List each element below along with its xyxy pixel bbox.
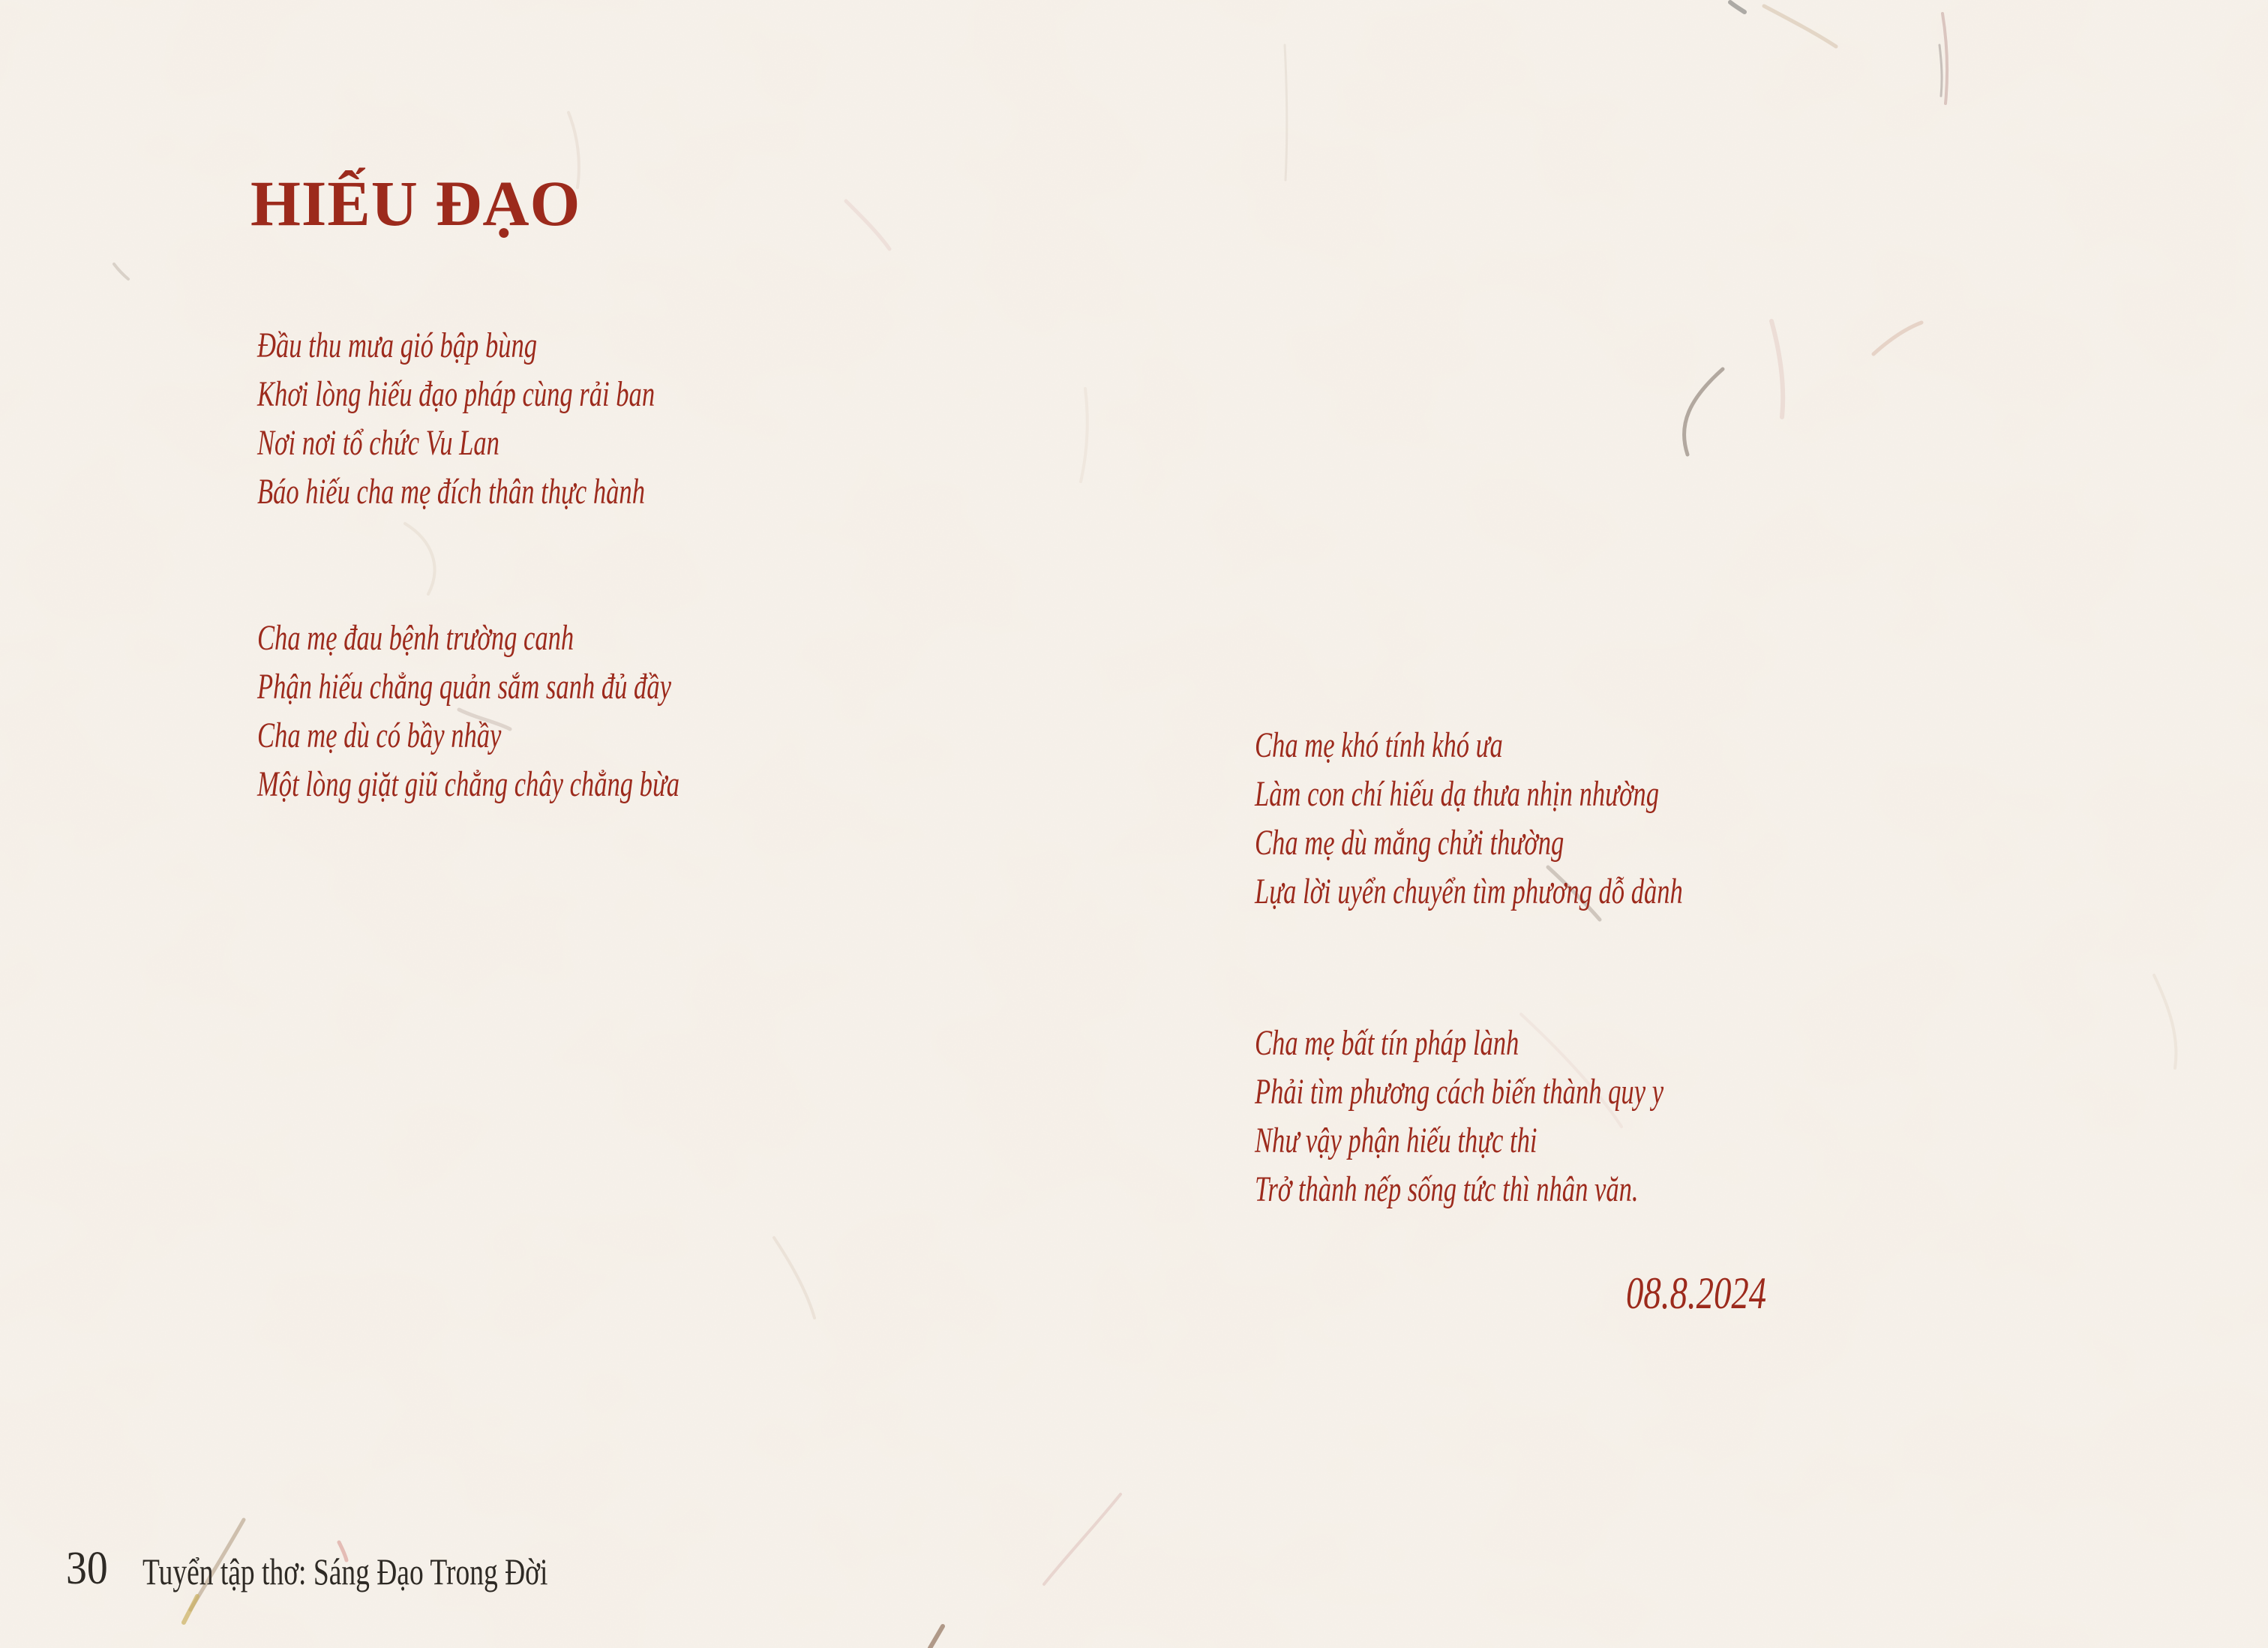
poem-line: Một lòng giặt giũ chẳng chây chẳng bừa bbox=[257, 764, 680, 804]
poem-line: Lựa lời uyển chuyển tìm phương dỗ dành bbox=[1255, 872, 1683, 911]
poem-line: Làm con chí hiếu dạ thưa nhịn nhường bbox=[1255, 774, 1659, 814]
poem-line: Phải tìm phương cách biến thành quy y bbox=[1255, 1072, 1664, 1112]
poem-line: Phận hiếu chẳng quản sắm sanh đủ đầy bbox=[257, 667, 671, 707]
stanza-4 bbox=[1255, 1019, 1664, 1214]
poem-line: Nơi nơi tổ chức Vu Lan bbox=[257, 423, 500, 463]
poem-line: Cha mẹ khó tính khó ưa bbox=[1255, 725, 1503, 765]
stanza-3 bbox=[1255, 721, 1683, 916]
poem-line: Cha mẹ dù có bầy nhầy bbox=[257, 716, 502, 755]
poem-date: 08.8.2024 bbox=[1626, 1268, 1767, 1318]
stanza-1 bbox=[257, 321, 655, 516]
poem-line: Báo hiếu cha mẹ đích thân thực hành bbox=[257, 472, 645, 512]
book-title: Tuyển tập thơ: Sáng Đạo Trong Đời bbox=[142, 1550, 548, 1592]
page-number: 30 bbox=[66, 1543, 108, 1594]
poem-line: Đầu thu mưa gió bập bùng bbox=[257, 326, 538, 365]
poem-line: Cha mẹ đau bệnh trường canh bbox=[257, 618, 574, 658]
stanza-2 bbox=[257, 614, 680, 809]
poem-line: Trở thành nếp sống tức thì nhân văn. bbox=[1255, 1169, 1639, 1209]
poem-title: HIẾU ĐẠO bbox=[250, 167, 581, 239]
poem-line: Cha mẹ bất tín pháp lành bbox=[1255, 1023, 1520, 1063]
poem-line: Khơi lòng hiếu đạo pháp cùng rải ban bbox=[257, 374, 656, 414]
poem-line: Cha mẹ dù mắng chửi thường bbox=[1255, 823, 1564, 863]
poem-line: Như vậy phận hiếu thực thi bbox=[1255, 1121, 1538, 1160]
